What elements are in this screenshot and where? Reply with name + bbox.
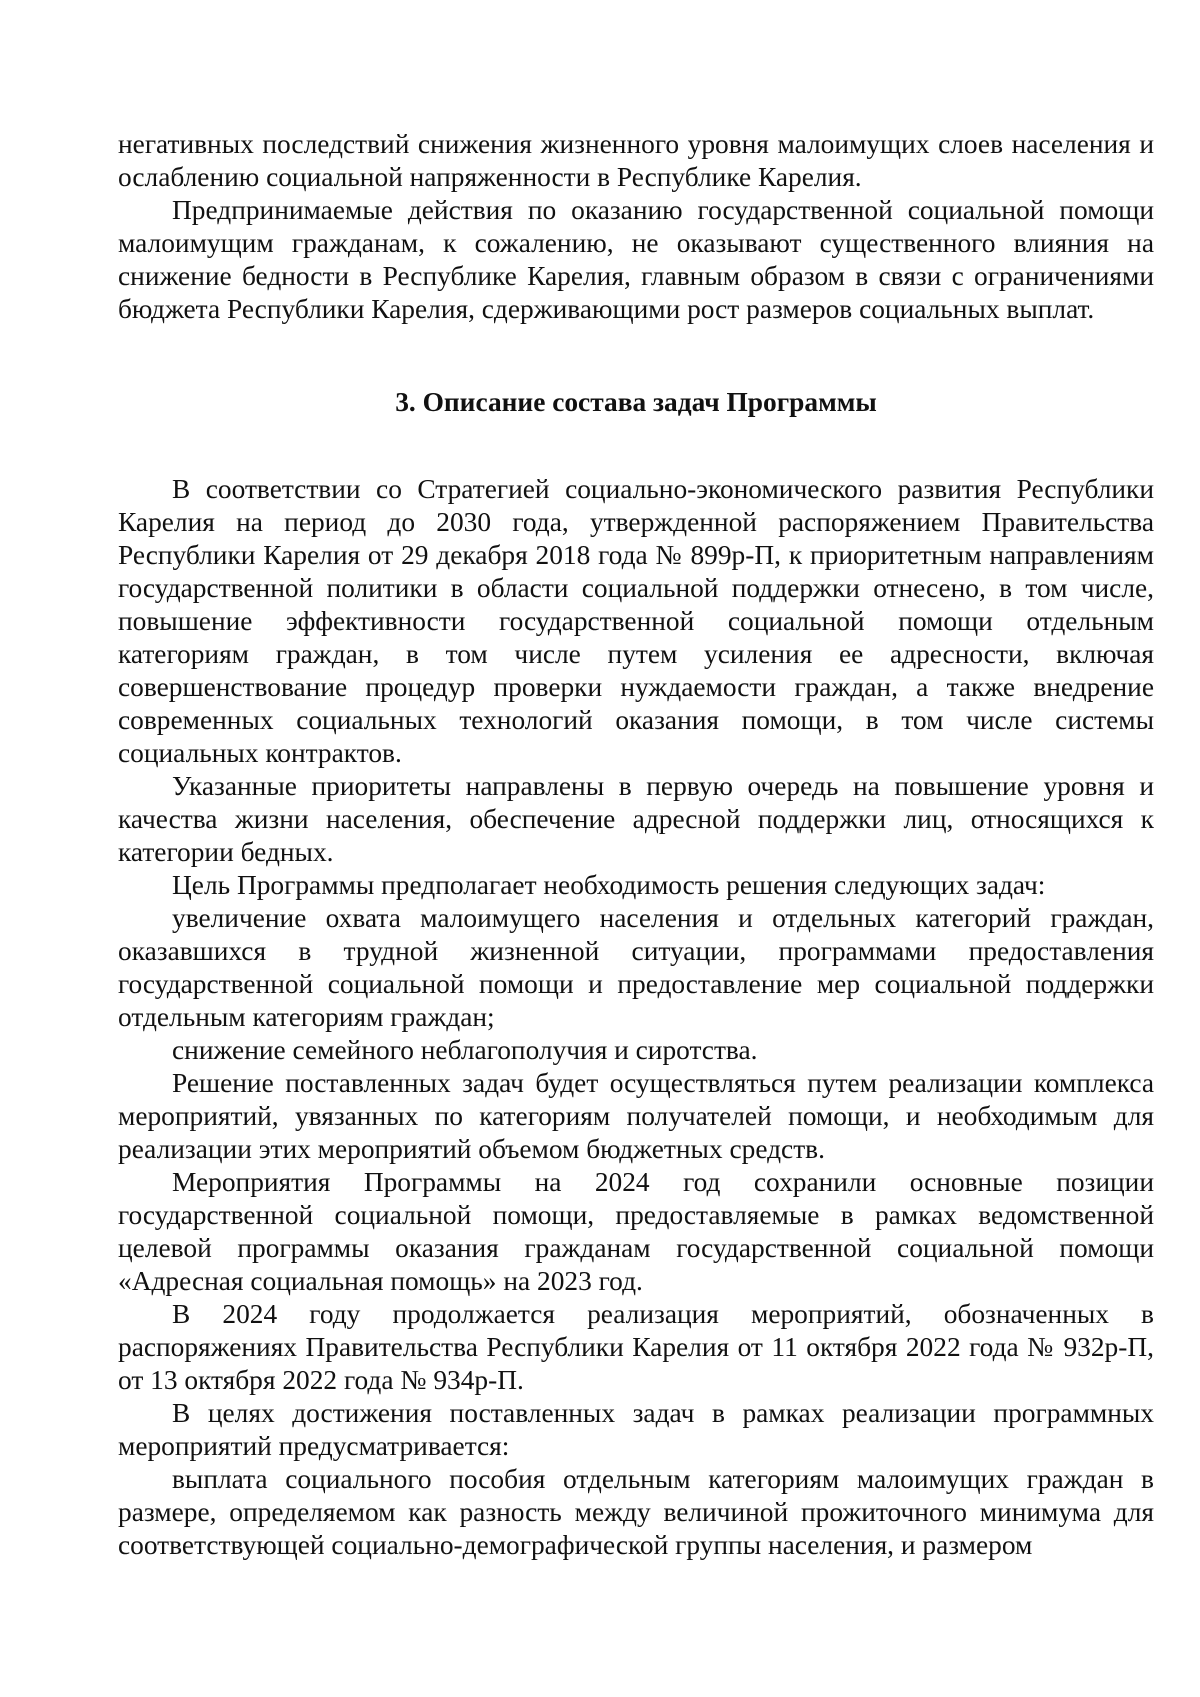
section-heading: 3. Описание состава задач Программы xyxy=(395,387,877,417)
section-paragraph: Решение поставленных задач будет осуществляться путем реализации комплекса мероприятий, увязанных по категориям получателей помощи, и необходимым для реализации этих мероприятий объемом бюджетных средств. xyxy=(118,1068,1154,1164)
section-paragraph: увеличение охвата малоимущего населения и отдельных категорий граждан, оказавшихся в трудной жизненной ситуации, программами предоставления государственной социальной помощи и предоставление мер социальной поддержки отдельным категориям граждан; xyxy=(118,903,1154,1032)
section-paragraph: Мероприятия Программы на 2024 год сохранили основные позиции государственной социальной помощи, предоставляемые в рамках ведомственной целевой программы оказания гражданам государственной социальной помощи «Адресная социальная помощь» на 2023 год. xyxy=(118,1167,1154,1296)
intro-paragraph: Предпринимаемые действия по оказанию государственной социальной помощи малоимущим гражданам, к сожалению, не оказывают существенного влияния на снижение бедности в Республике Карелия, главным образом в связи с ограничениями бюджета Республики Карелия, сдерживающими рост размеров социальных выплат. xyxy=(118,195,1154,324)
section-paragraph: В соответствии со Стратегией социально-экономического развития Республики Карелия на период до 2030 года, утвержденной распоряжением Правительства Республики Карелия от 29 декабря 2018 года № 899р-П, к приоритетным направлениям государственной политики в области социальной поддержки отнесено, в том числе, повышение эффективности государственной социальной помощи отдельным категориям граждан, в том числе путем усиления ее адресности, включая совершенствование процедур проверки нуждаемости граждан, а также внедрение современных социальных технологий оказания помощи, в том числе системы социальных контрактов. xyxy=(118,474,1154,768)
section-paragraph: Цель Программы предполагает необходимость решения следующих задач: xyxy=(172,870,1046,900)
section-paragraph: выплата социального пособия отдельным категориям малоимущих граждан в размере, определяемом как разность между величиной прожиточного минимума для соответствующей социально-демографической группы населения, и размером xyxy=(118,1464,1154,1560)
section-paragraph: Указанные приоритеты направлены в первую очередь на повышение уровня и качества жизни населения, обеспечение адресной поддержки лиц, относящихся к категории бедных. xyxy=(118,771,1154,867)
document-page xyxy=(118,128,1154,1562)
section-paragraph: В 2024 году продолжается реализация мероприятий, обозначенных в распоряжениях Правительства Республики Карелия от 11 октября 2022 года № 932р-П, от 13 октября 2022 года № 934р-П. xyxy=(118,1299,1154,1395)
intro-paragraph-continued: негативных последствий снижения жизненного уровня малоимущих слоев населения и ослаблению социальной напряженности в Республике Карелия. xyxy=(118,129,1154,192)
section-paragraph: снижение семейного неблагополучия и сиротства. xyxy=(172,1035,758,1065)
section-paragraph: В целях достижения поставленных задач в рамках реализации программных мероприятий предусматривается: xyxy=(118,1398,1154,1461)
